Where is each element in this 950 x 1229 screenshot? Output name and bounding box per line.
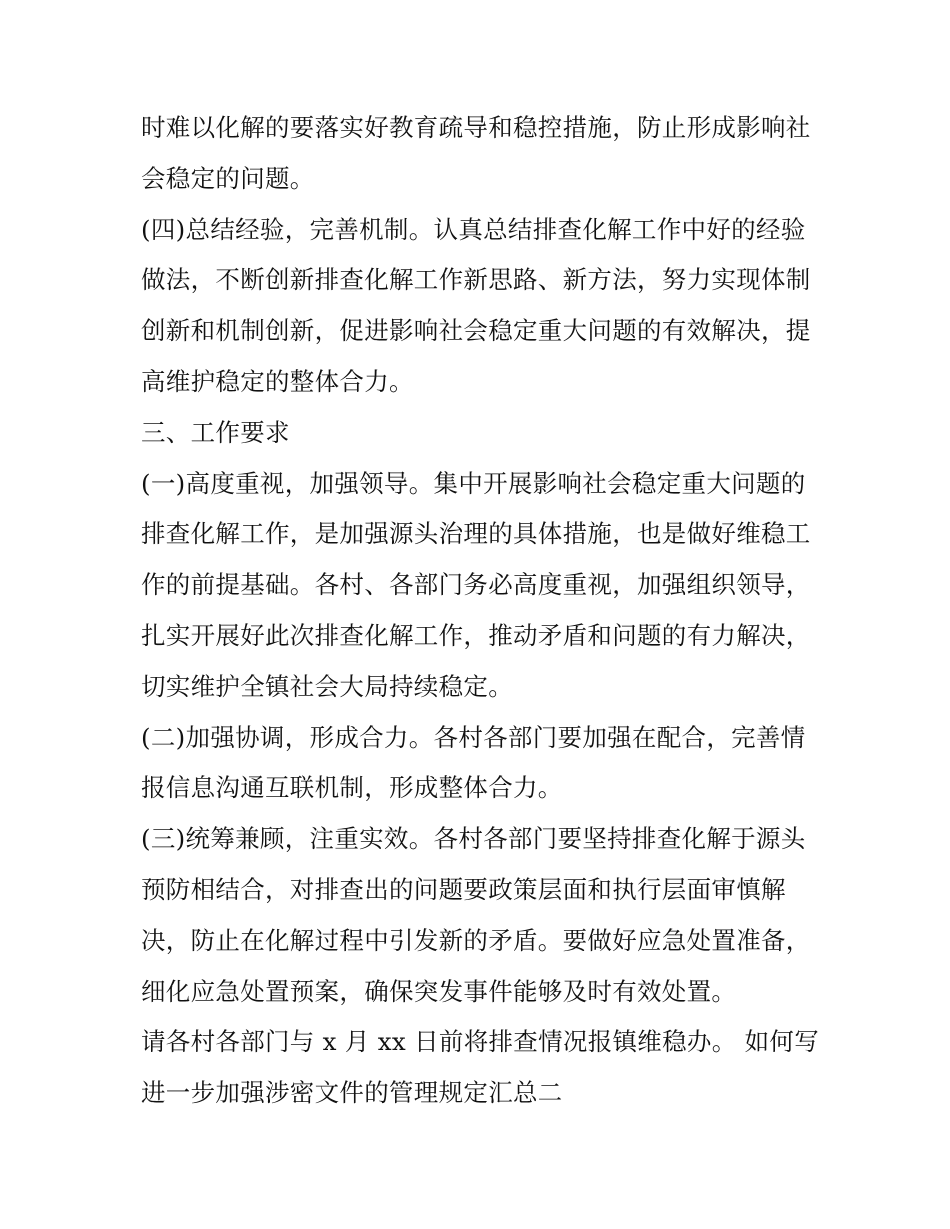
document-body bbox=[141, 103, 821, 1119]
text-line: (三)统筹兼顾，注重实效。各村各部门要坚持排查化解于源头 bbox=[141, 824, 806, 854]
text-line: 决，防止在化解过程中引发新的矛盾。要做好应急处置准备， bbox=[141, 925, 811, 955]
text-line: (四)总结经验，完善机制。认真总结排查化解工作中好的经验 bbox=[141, 214, 806, 244]
text-line: 高维护稳定的整体合力。 bbox=[141, 366, 414, 396]
text-line: 作的前提基础。各村、各部门务必高度重视，加强组织领导， bbox=[141, 570, 811, 600]
text-line: 创新和机制创新，促进影响社会稳定重大问题的有效解决，提 bbox=[141, 316, 811, 346]
text-line: (一)高度重视，加强领导。集中开展影响社会稳定重大问题的 bbox=[141, 468, 806, 498]
text-line: 预防相结合，对排查出的问题要政策层面和执行层面审慎解 bbox=[141, 874, 786, 904]
text-line: 切实维护全镇社会大局持续稳定。 bbox=[141, 671, 513, 701]
text-line: 细化应急处置预案，确保突发事件能够及时有效处置。 bbox=[141, 976, 737, 1006]
text-line: 请各村各部门与 x 月 xx 日前将排查情况报镇维稳办。 如何写 bbox=[141, 1027, 819, 1057]
text-line: 进一步加强涉密文件的管理规定汇总二 bbox=[141, 1078, 563, 1108]
text-line: 排查化解工作，是加强源头治理的具体措施，也是做好维稳工 bbox=[141, 519, 811, 549]
text-line: 时难以化解的要落实好教育疏导和稳控措施，防止形成影响社 bbox=[141, 113, 811, 142]
text-line: 会稳定的问题。 bbox=[141, 163, 315, 193]
text-line: (二)加强协调，形成合力。各村各部门要加强在配合，完善情 bbox=[141, 722, 806, 752]
text-line: 扎实开展好此次排查化解工作，推动矛盾和问题的有力解决， bbox=[141, 620, 811, 650]
text-line: 报信息沟通互联机制，形成整体合力。 bbox=[141, 773, 563, 803]
text-line: 做法，不断创新排查化解工作新思路、新方法，努力实现体制 bbox=[141, 265, 811, 295]
section-heading: 三、工作要求 bbox=[141, 417, 290, 447]
